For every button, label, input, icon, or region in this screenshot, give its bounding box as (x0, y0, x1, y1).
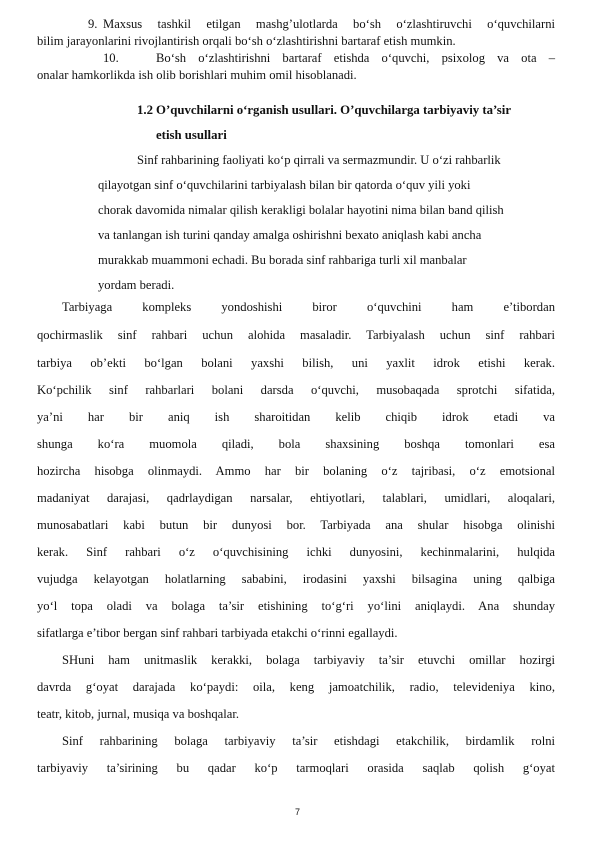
paragraph-line: Sinf rahbarining bolaga tarbiyaviy ta’sir etishdagi etakchilik, birdamlik rolni (62, 734, 555, 748)
section-title-continued: etish usullari (156, 128, 227, 142)
paragraph-line: qilayotgan sinf o‘quvchilarini tarbiyalash bilan bir qatorda o‘quv yili yoki (98, 178, 471, 192)
paragraph-line: tarbiyaviy ta’sirining bu qadar ko‘p tarmoqlari orasida saqlab qolish g‘oyat (37, 761, 555, 775)
paragraph-line: Tarbiyaga kompleks yondoshishi biror o‘quvchini ham e’tibordan (62, 300, 555, 314)
paragraph-line: yo‘l topa oladi va bolaga ta’sir etishining to‘g‘ri yo‘lini aniqlaydi. Ana shunday (37, 599, 555, 613)
list-item-text: Maxsus tashkil etilgan mashg’ulotlarda bo‘sh o‘zlashtiruvchi o‘quvchilarni (103, 17, 555, 31)
page-number: 7 (294, 807, 300, 817)
paragraph-line: hozircha hisobga olinmaydi. Ammo har bir bolaning o‘z tajribasi, o‘z emotsional (37, 464, 555, 478)
paragraph-line: shunga ko‘ra muomola qiladi, bola shaxsining boshqa tomonlari esa (37, 437, 555, 451)
section-number: 1.2 (137, 103, 153, 117)
paragraph-line: munosabatlari kabi butun bir dunyosi bor. Tarbiyada ana shular hisobga olinishi (37, 518, 555, 532)
section-title: O’quvchilarni o‘rganish usullari. O’quvchilarga tarbiyaviy ta’sir (156, 103, 512, 117)
paragraph-line: vujudga kelayotgan holatlarning sababini, irodasini yaxshi bilsagina uning qalbiga (37, 572, 555, 586)
paragraph-line: qochirmaslik sinf rahbari uchun alohida masaladir. Tarbiyalash uchun sinf rahbari (37, 328, 555, 342)
paragraph-line: davrda g‘oyat darajada ko‘paydi: oila, keng jamoatchilik, radio, televideniya kino, (37, 680, 555, 694)
paragraph-line: Sinf rahbarining faoliyati ko‘p qirrali va sermazmundir. U o‘zi rahbarlik (137, 153, 501, 167)
list-item-text: bilim jarayonlarini rivojlantirish orqali bo‘sh o‘zlashtirishni bartaraf etish mumkin. (37, 34, 456, 48)
paragraph-line: madaniyat darajasi, qadrlaydigan narsalar, ehtiyotlari, talablari, umidlari, aloqalari, (37, 491, 555, 505)
list-item-text: onalar hamkorlikda ish olib borishlari muhim omil hisoblanadi. (37, 68, 357, 82)
paragraph-line: Ko‘pchilik sinf rahbarlari bolani darsda o‘quvchi, musobaqada sprotchi sifatida, (37, 383, 555, 397)
paragraph-line: teatr, kitob, jurnal, musiqa va boshqalar. (37, 707, 239, 721)
list-item-text: Bo‘sh o‘zlashtirishni bartaraf etishda o‘quvchi, psixolog va ota – (156, 51, 555, 65)
paragraph-line: yordam beradi. (98, 278, 175, 292)
paragraph-line: murakkab muammoni echadi. Bu borada sinf rahbariga turli xil manbalar (98, 253, 467, 267)
list-item-number: 9. (88, 17, 98, 31)
paragraph-line: tarbiya ob’ekti bo‘lgan bolani yaxshi bilish, uni yaxlit idrok etishi kerak. (37, 356, 555, 370)
paragraph-line: sifatlarga e’tibor bergan sinf rahbari tarbiyada etakchi o‘rinni egallaydi. (37, 626, 398, 640)
list-item-number: 10. (103, 51, 119, 65)
paragraph-line: va tanlangan ish turini qanday amalga oshirishni bexato aniqlash kabi ancha (98, 228, 482, 242)
paragraph-line: chorak davomida nimalar qilish kerakligi bolalar hayotini nima bilan band qilish (98, 203, 504, 217)
paragraph-line: ya’ni har bir aniq ish sharoitidan kelib chiqib idrok etadi va (37, 410, 555, 424)
paragraph-line: kerak. Sinf rahbari o‘z o‘quvchisining ichki dunyosini, kechinmalarini, hulqida (37, 545, 555, 559)
paragraph-line: SHuni ham unitmaslik kerakki, bolaga tarbiyaviy ta’sir etuvchi omillar hozirgi (62, 653, 555, 667)
